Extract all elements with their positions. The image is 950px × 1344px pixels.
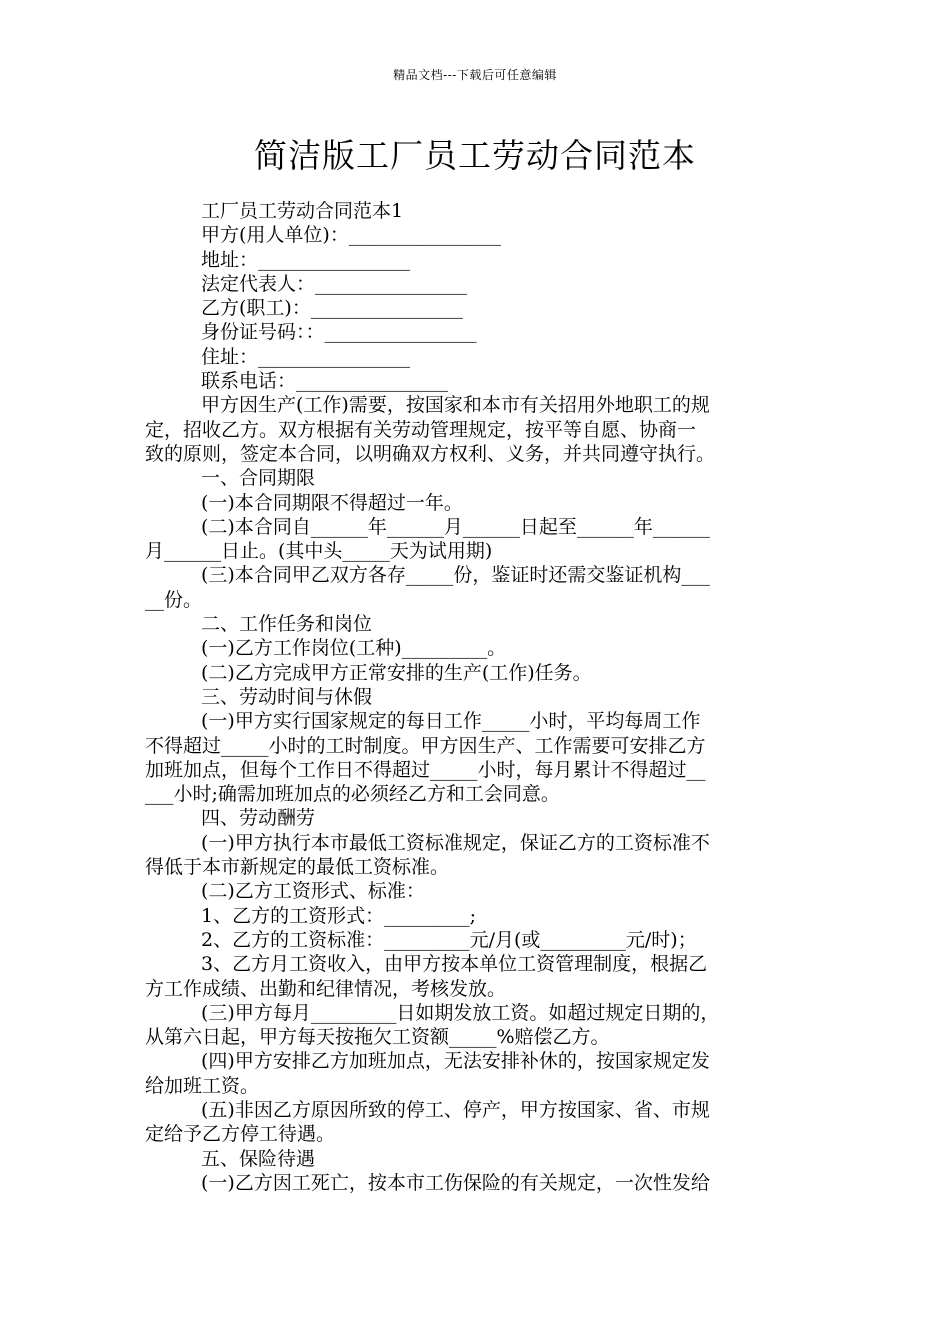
body-line: 月______日止。(其中头_____天为试用期)	[145, 540, 493, 563]
body-line: (三)本合同甲乙双方各存_____份，鉴证时还需交鉴证机构___	[201, 564, 710, 587]
body-line: (一)甲方执行本市最低工资标准规定，保证乙方的工资标准不	[201, 831, 710, 854]
body-line: 工厂员工劳动合同范本1	[201, 200, 404, 222]
body-line: 方工作成绩、出勤和纪律情况，考核发放。	[145, 977, 507, 1000]
body-line: 甲方因生产(工作)需要，按国家和本市有关招用外地职工的规	[201, 394, 710, 417]
body-line: (一)甲方实行国家规定的每日工作_____小时，平均每周工作	[201, 710, 701, 733]
body-line: (二)本合同自______年______月______日起至______年______	[201, 515, 710, 538]
body-line: 联系电话：________________	[201, 370, 449, 393]
body-line: 甲方(用人单位)：________________	[201, 224, 501, 247]
body-line: 加班加点，但每个工作日不得超过_____小时，每月累计不得超过__	[145, 758, 706, 781]
body-line: 二、工作任务和岗位	[201, 613, 373, 636]
document-title: 简洁版工厂员工劳动合同范本	[254, 136, 696, 175]
body-line: ___小时;确需加班加点的必须经乙方和工会同意。	[145, 783, 560, 806]
body-line: (一)乙方工作岗位(工种)_________。	[201, 637, 507, 660]
header-note: 精品文档---下载后可任意编辑	[393, 68, 557, 82]
body-line: 致的原则，签定本合同，以明确双方权利、义务，并共同遵守执行。	[145, 442, 716, 465]
body-line: (二)乙方工资形式、标准：	[201, 880, 425, 903]
body-line: 定给予乙方停工待遇。	[145, 1123, 336, 1146]
body-line: (五)非因乙方原因所致的停工、停产，甲方按国家、省、市规	[201, 1098, 710, 1121]
body-line: 四、劳动酬劳	[201, 807, 316, 830]
body-line: (二)乙方完成甲方正常安排的生产(工作)任务。	[201, 661, 592, 684]
body-line: 3、乙方月工资收入，由甲方按本单位工资管理制度，根据乙	[201, 953, 708, 976]
body-line: 三、劳动时间与休假	[201, 685, 373, 708]
body-line: 一、合同期限	[201, 467, 316, 490]
body-line: 身份证号码：：________________	[201, 321, 477, 344]
document-body	[145, 199, 815, 1195]
body-line: 乙方(职工)：________________	[201, 297, 463, 320]
body-line: (一)本合同期限不得超过一年。	[201, 491, 463, 514]
body-line: 五、保险待遇	[201, 1147, 316, 1170]
body-line: 法定代表人：________________	[201, 272, 468, 295]
body-line: 给加班工资。	[145, 1074, 260, 1097]
body-line: (三)甲方每月_________日如期发放工资。如超过规定日期的，	[201, 1001, 720, 1024]
body-line: 从第六日起，甲方每天按拖欠工资额_____%赔偿乙方。	[145, 1026, 610, 1049]
body-line: 地址：________________	[201, 248, 411, 271]
body-line: (四)甲方安排乙方加班加点，无法安排补休的，按国家规定发	[201, 1050, 710, 1073]
body-line: 不得超过_____小时的工时制度。甲方因生产、工作需要可安排乙方	[145, 734, 706, 757]
body-line: 住址：________________	[201, 345, 411, 368]
body-line: 定，招收乙方。双方根据有关劳动管理规定，按平等自愿、协商一	[145, 418, 697, 441]
body-line: 得低于本市新规定的最低工资标准。	[145, 856, 450, 879]
body-line: (一)乙方因工死亡，按本市工伤保险的有关规定，一次性发给	[201, 1171, 710, 1194]
body-line: __份。	[145, 588, 203, 611]
body-line: 1、乙方的工资形式：_________;	[201, 904, 476, 927]
body-line: 2、乙方的工资标准：_________元/月(或_________元/时)；	[201, 928, 697, 951]
